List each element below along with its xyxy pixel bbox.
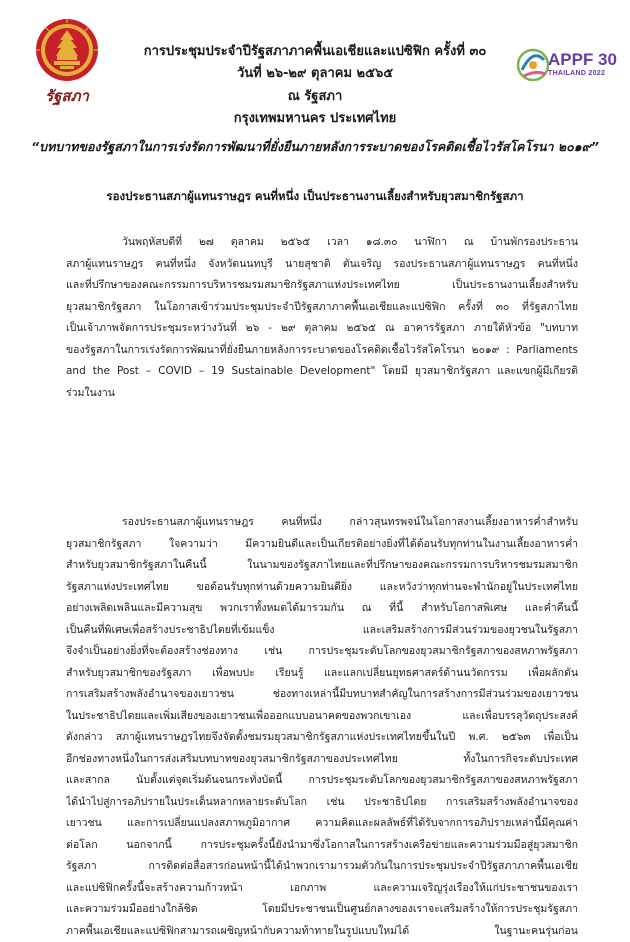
paragraph-line: รัฐสภา การติดต่อสื่อสารก่อนหน้านี้ได้นำพวกเรามารวมตัวกันในการประชุมประจำปีรัฐสภาภาคพื้นเอเชีย <box>66 856 578 878</box>
paragraph-line: ของรัฐสภาในการเร่งรัดการพัฒนาที่ยั่งยืนภายหลังการระบาดของโรคติดเชื้อไวรัสโคโรนา ๒๐๑๙ : Parliaments <box>66 340 578 362</box>
paragraph-line: รัฐสภาแห่งประเทศไทย ขอต้อนรับทุกท่านด้วยความยินดียิ่ง และหวังว่าทุกท่านจะพำนักอยู่ในประเทศไทย <box>66 577 578 599</box>
paragraph-line: ภาคพื้นเอเชียและแปซิฟิกสามารถเผชิญหน้ากับความท้าทายในรูปแบบใหม่ได้ ในฐานะคนรุ่นก่อน <box>66 921 578 942</box>
paragraph-line: ดังกล่าว สภาผู้แทนราษฎรไทยจึงจัดตั้งชมรมยุวสมาชิกรัฐสภาแห่งประเทศไทยขึ้นในปี พ.ศ. ๒๕๖๓ เพื่อเป็น <box>66 727 578 749</box>
paragraph-2 <box>66 512 578 942</box>
paragraph-line: and the Post – COVID – 19 Sustainable Development" โดยมี ยุวสมาชิกรัฐสภา และแขกผู้มีเกียรติ <box>66 361 578 383</box>
paragraph-line: วันพฤหัสบดีที่ ๒๗ ตุลาคม ๒๕๖๕ เวลา ๑๘.๓๐ นาฬิกา ณ บ้านพักรองประธาน <box>66 232 578 254</box>
paragraph-line: สำหรับยุวสมาชิกรัฐสภาในคืนนี้ ในนามของรัฐสภาไทยและที่ปรึกษาของคณะกรรมการบริหารชมรมสมาชิก <box>66 555 578 577</box>
paragraph-line: จึงจำเป็นอย่างยิ่งที่จะต้องสร้างช่องทาง เช่น การประชุมระดับโลกของยุวสมาชิกรัฐสภาของสหภาพรัฐสภา <box>66 641 578 663</box>
meeting-theme: “บทบาทของรัฐสภาในการเร่งรัดการพัฒนาที่ยั่งยืนภายหลังการระบาดของโรคติดเชื้อไวรัสโคโรนา ๒๐๑๙” <box>0 137 630 157</box>
paragraph-line: และความร่วมมืออย่างใกล้ชิด โดยมีประชาชนเป็นศูนย์กลางของเราจะเสริมสร้างให้การประชุมรัฐสภา <box>66 899 578 921</box>
meeting-title: การประชุมประจำปีรัฐสภาภาคพื้นเอเชียและแปซิฟิก ครั้งที่ ๓๐ <box>0 40 630 61</box>
paragraph-line: ในประชาธิปไตยและเพิ่มเสียงของเยาวชนเพื่อออกแบบอนาคตของพวกเขาเอง และเพื่อบรรลุวัตถุประสงค์ <box>66 706 578 728</box>
seal-caption: รัฐสภา <box>30 84 104 108</box>
paragraph-1 <box>66 232 578 404</box>
paragraph-line: สภาผู้แทนราษฎร คนที่หนึ่ง จังหวัดนนทบุรี นายสุชาติ ตันเจริญ รองประธานสภาผู้แทนราษฎร คนที่หนึ่ง <box>66 254 578 276</box>
paragraph-line: การเสริมสร้างพลังอำนาจของเยาวชน ช่องทางเหล่านี้มีบทบาทสำคัญในการสร้างการมีส่วนร่วมของเยาวชน <box>66 684 578 706</box>
meeting-dates: วันที่ ๒๖-๒๙ ตุลาคม ๒๕๖๕ <box>0 62 630 83</box>
paragraph-line: อย่างเพลิดเพลินและมีความสุข พวกเราทั้งหมดได้มารวมกัน ณ ที่นี้ สำหรับโอกาสพิเศษ และค่ำคืนนี้ <box>66 598 578 620</box>
paragraph-line: ยุวสมาชิกรัฐสภา ในโอกาสเข้าร่วมประชุมประจำปีรัฐสภาภาคพื้นเอเชียและแปซิฟิก ครั้งที่ ๓๐ ที่รัฐสภาไทย <box>66 297 578 319</box>
paragraph-line: อีกช่องทางหนึ่งในการส่งเสริมบทบาทของยุวสมาชิกรัฐสภาของประเทศไทย ทั้งในการกิจระดับประเทศ <box>66 749 578 771</box>
meeting-venue: ณ รัฐสภา <box>0 85 630 106</box>
paragraph-line: และแปซิฟิกครั้งนี้จะสร้างความก้าวหน้า เอกภาพ และความเจริญรุ่งเรืองให้แก่ประชาชนของเรา <box>66 878 578 900</box>
appf-logo-subtext: THAILAND 2022 <box>548 70 605 77</box>
appf-logo-text: APPF 30 <box>548 50 617 70</box>
paragraph-line: และสากล นับตั้งแต่จุดเริ่มต้นจนกระทั่งบัดนี้ การประชุมระดับโลกของยุวสมาชิกรัฐสภาของสหภาพรัฐสภา <box>66 770 578 792</box>
paragraph-line: รองประธานสภาผู้แทนราษฎร คนที่หนึ่ง กล่าวสุนทรพจน์ในโอกาสงานเลี้ยงอาหารค่ำสำหรับ <box>66 512 578 534</box>
meeting-city: กรุงเทพมหานคร ประเทศไทย <box>0 107 630 128</box>
paragraph-line: ต่อโลก นอกจากนี้ การประชุมครั้งนี้ยังนำมาซึ่งโอกาสในการสร้างเครือข่ายและความร่วมมือสู่ยุวสมาชิก <box>66 835 578 857</box>
paragraph-line: และที่ปรึกษาของคณะกรรมการบริหารชมรมสมาชิกรัฐสภาแห่งประเทศไทย เป็นประธานงานเลี้ยงสำหรับ <box>66 275 578 297</box>
paragraph-line: ร่วมในงาน <box>66 383 578 405</box>
news-headline: รองประธานสภาผู้แทนราษฎร คนที่หนึ่ง เป็นประธานงานเลี้ยงสำหรับยุวสมาชิกรัฐสภา <box>0 188 630 206</box>
paragraph-line: สำหรับยุวสมาชิกของรัฐสภา เพื่อพบปะ เรียนรู้ และแลกเปลี่ยนยุทธศาสตร์ด้านนวัตกรรม เพื่อผลักดัน <box>66 663 578 685</box>
paragraph-line: เยาวชน และการเปลี่ยนแปลงสภาพภูมิอากาศ ความคิดและผลลัพธ์ที่ได้รับจากการอภิปรายเหล่านี้มีคุณค่า <box>66 813 578 835</box>
paragraph-line: เป็นเจ้าภาพจัดการประชุมระหว่างวันที่ ๒๖ - ๒๙ ตุลาคม ๒๕๖๕ ณ อาคารรัฐสภา ภายใต้หัวข้อ "บทบาท <box>66 318 578 340</box>
paragraph-line: ยุวสมาชิกรัฐสภา ใจความว่า มีความยินดีและเป็นเกียรติอย่างยิ่งที่ได้ต้อนรับทุกท่านในงานเลี้ยงอาหารค่ำ <box>66 534 578 556</box>
paragraph-line: ได้นำไปสู่การอภิปรายในประเด็นหลากหลายระดับโลก เช่น ประชาธิปไตย การเสริมสร้างพลังอำนาจของ <box>66 792 578 814</box>
paragraph-line: เป็นคืนที่พิเศษเพื่อสร้างประชาธิปไตยที่เข้มแข็ง และเสริมสร้างการมีส่วนร่วมของยุวชนในรัฐสภา <box>66 620 578 642</box>
